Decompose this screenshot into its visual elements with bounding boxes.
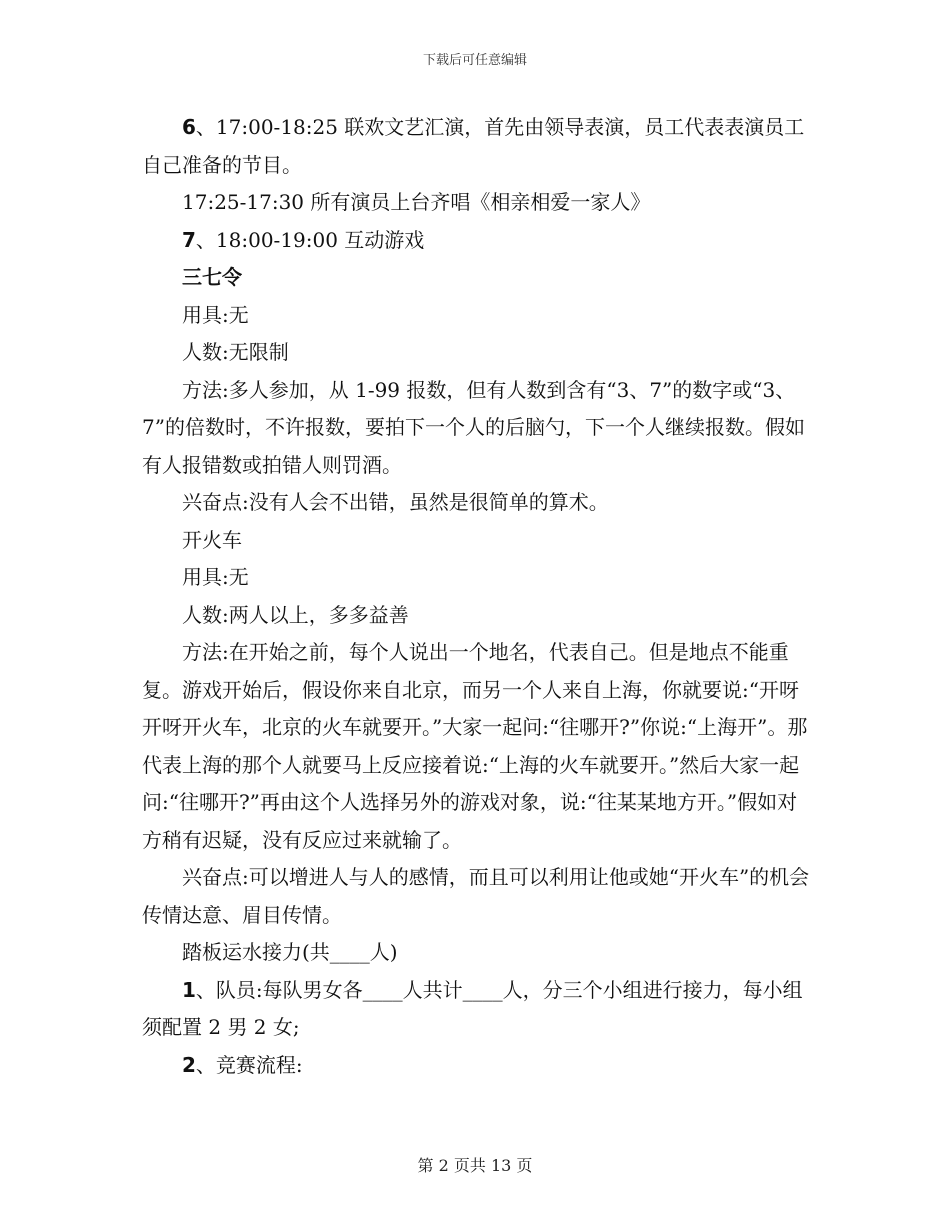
paragraph-method: 方法:在开始之前，每个人说出一个地名，代表自己。但是地点不能重复。游戏开始后，假设你来自北京，而另一个人来自上海，你就要说:“开呀开呀开火车，北京的火车就要开。”大家一起问:“往哪开?”你说:“上海开”。那代表上海的那个人就要马上反应接着说:“上海的火车就要开。”然后大家一起问:“往哪开?”再由这个人选择另外的游戏对象，说:“往某某地方开。”假如对方稍有迟疑，没有反应过来就输了。 xyxy=(142,640,808,852)
page-header: 下载后可任意编辑 xyxy=(422,53,527,68)
game-title-relay: 踏板运水接力(共____人) xyxy=(182,940,398,964)
paragraph-method: 方法:多人参加，从 1-99 报数，但有人数到含有“3、7”的数字或“3、7”的倍数时，不许报数，要拍下一个人的后脑勺，下一个人继续报数。假如有人报错数或拍错人则罚酒。 xyxy=(142,377,805,477)
paragraph-relay-1 xyxy=(142,972,817,1047)
paragraph-text: 、竞赛流程: xyxy=(195,1052,303,1077)
paragraph-program-7 xyxy=(142,222,817,260)
document-body xyxy=(142,109,817,1084)
paragraph-chorus: 17:25-17:30 所有演员上台齐唱《相亲相爱一家人》 xyxy=(182,190,651,214)
paragraph-players: 人数:两人以上，多多益善 xyxy=(182,602,409,627)
paragraph-text: 、队员:每队男女各____人共计____人，分三个小组进行接力，每小组须配置 2 男 2 女; xyxy=(142,977,803,1039)
game-title-sanqiling: 三七令 xyxy=(182,265,242,289)
page-footer: 第 2 页共 13 页 xyxy=(417,1156,533,1175)
list-number: 7 xyxy=(182,227,196,252)
paragraph-text: 、17:00-18:25 联欢文艺汇演，首先由领导表演，员工代表表演员工自己准备的节目。 xyxy=(142,115,805,177)
list-number: 1 xyxy=(182,977,196,1002)
paragraph-highlight: 兴奋点:可以增进人与人的感情，而且可以利用让他或她“开火车”的机会传情达意、眉目传情。 xyxy=(142,865,810,927)
paragraph-relay-2 xyxy=(142,1047,817,1085)
paragraph-text: 、18:00-19:00 互动游戏 xyxy=(195,227,425,252)
paragraph-program-6 xyxy=(142,109,817,184)
paragraph-highlight: 兴奋点:没有人会不出错，虽然是很简单的算术。 xyxy=(182,490,609,514)
game-title-kaihuoche: 开火车 xyxy=(182,527,242,552)
list-number: 6 xyxy=(182,115,196,139)
paragraph-tools: 用具:无 xyxy=(182,565,249,589)
paragraph-tools: 用具:无 xyxy=(182,302,249,327)
list-number: 2 xyxy=(182,1052,196,1077)
paragraph-players: 人数:无限制 xyxy=(182,340,289,364)
